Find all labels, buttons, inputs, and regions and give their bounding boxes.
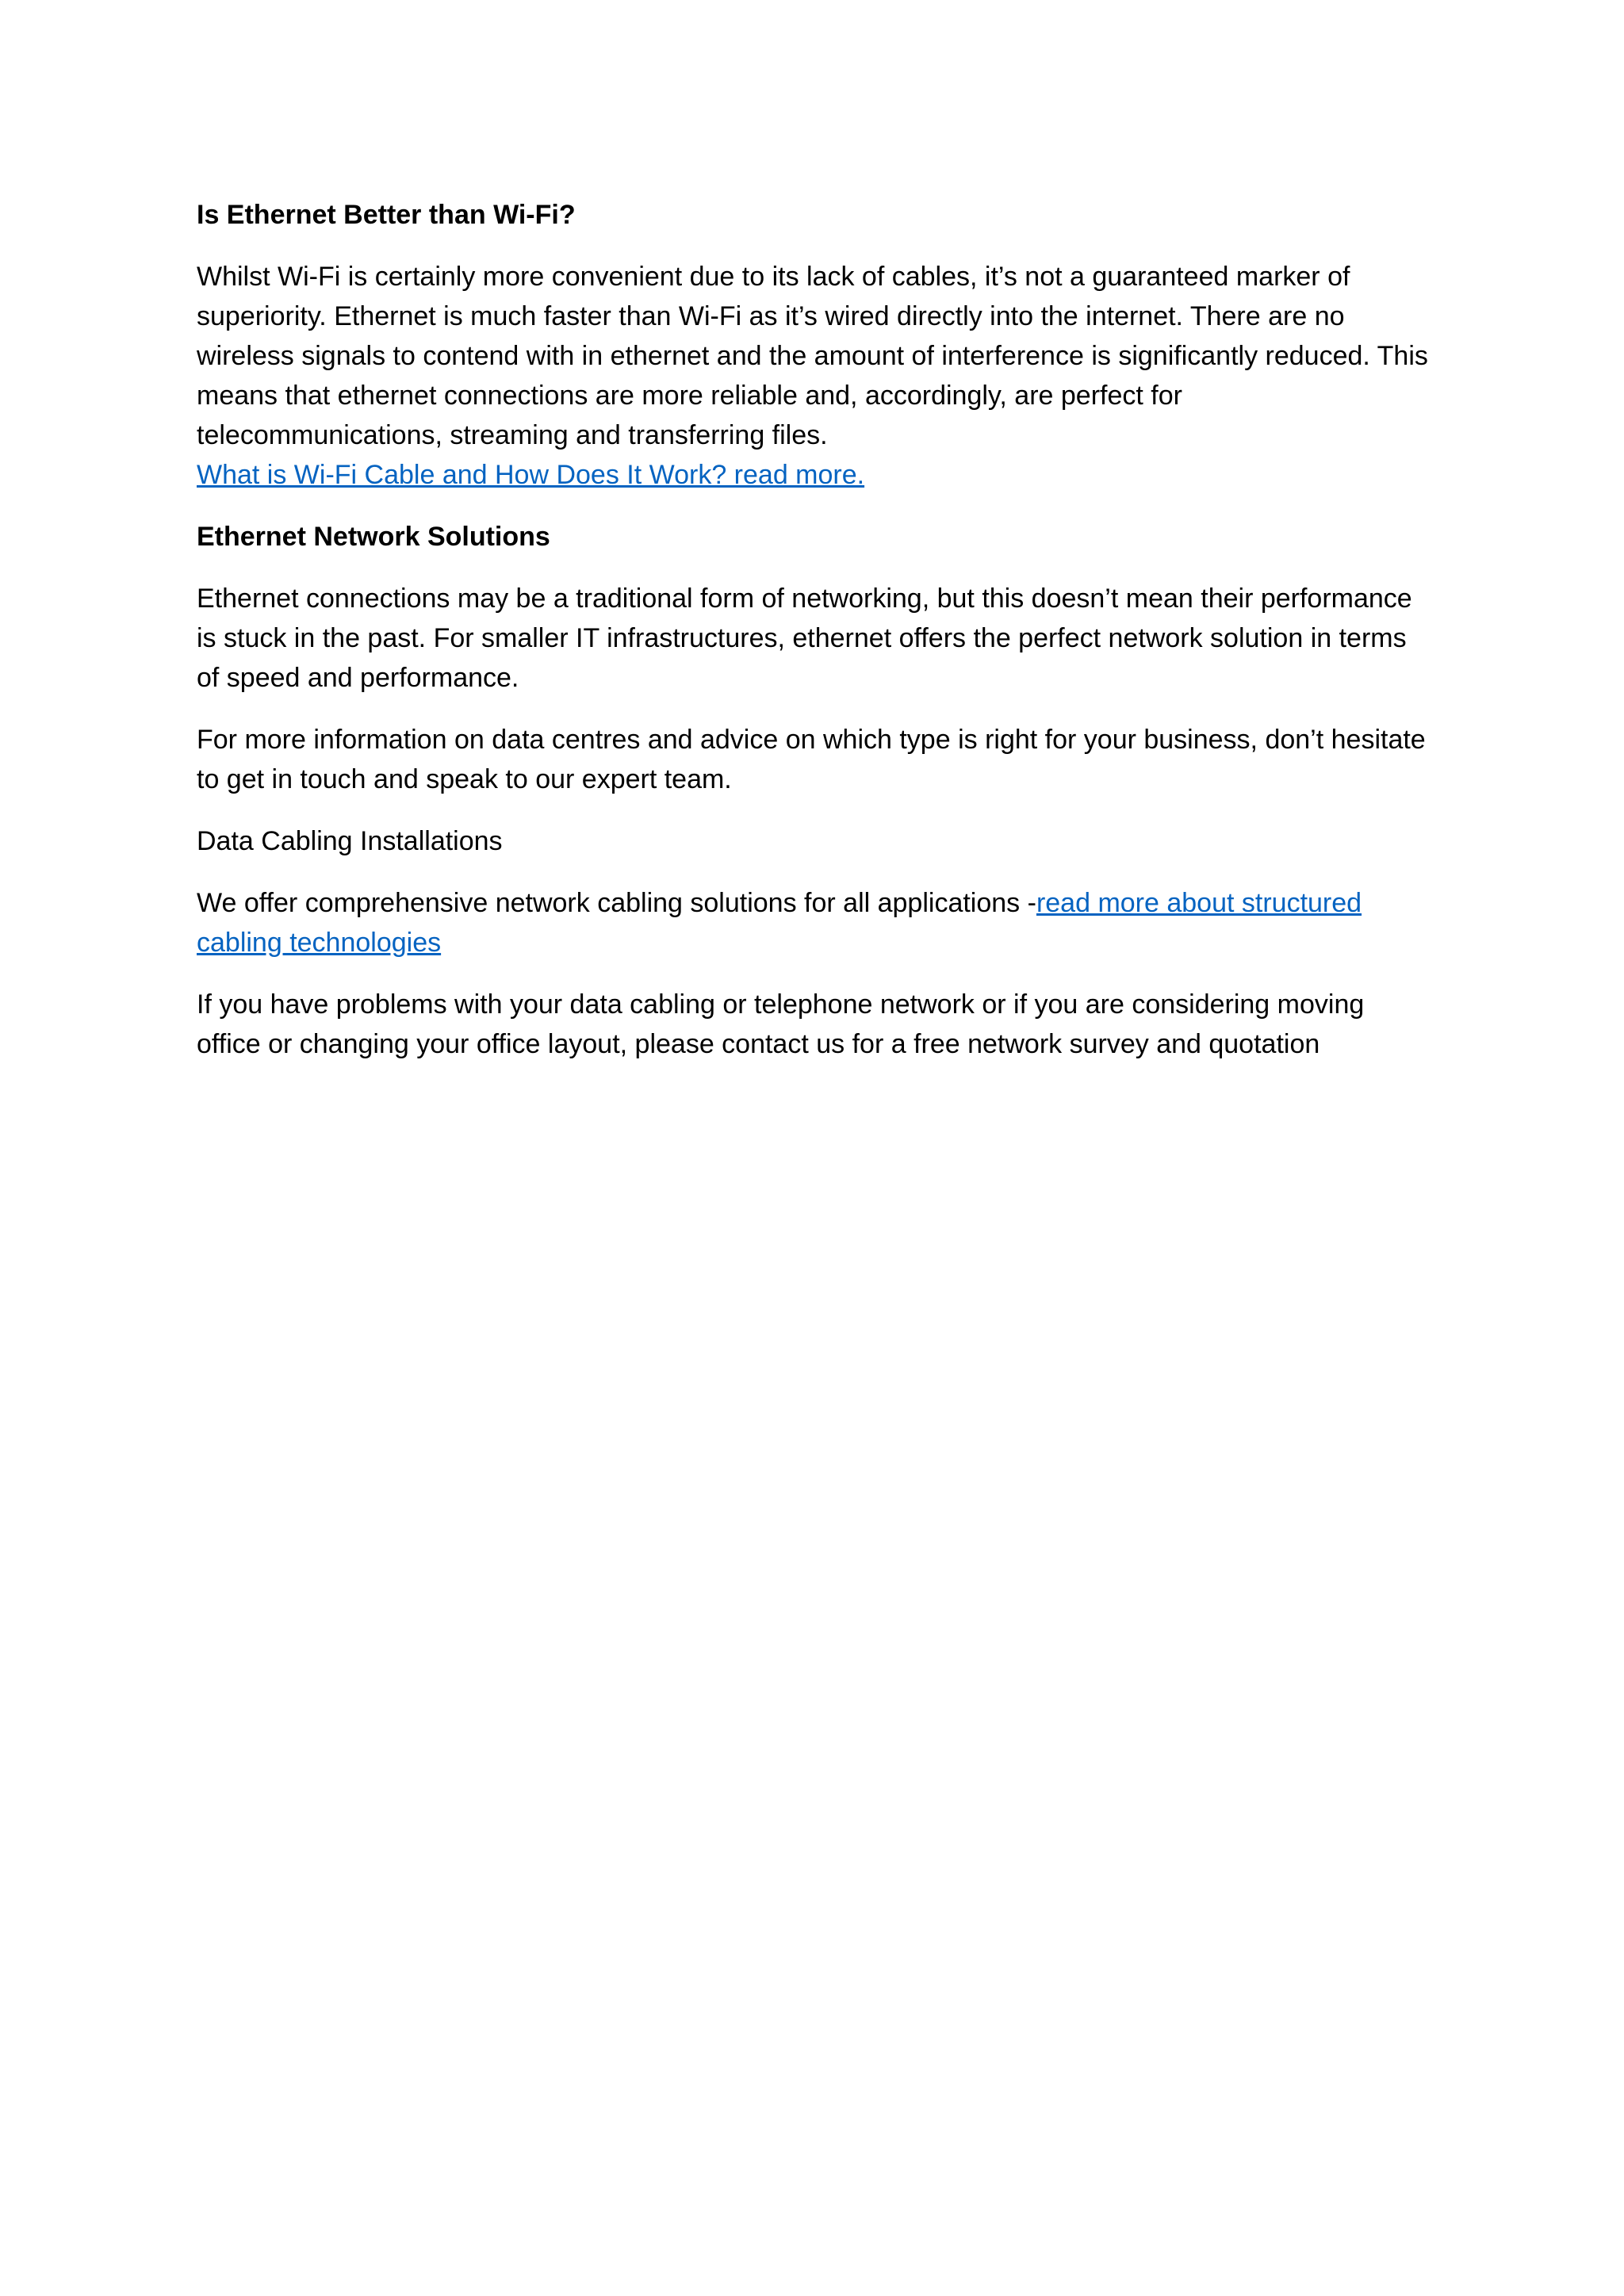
heading-data-cabling-installations: Data Cabling Installations	[197, 826, 503, 856]
heading-ethernet-network-solutions: Ethernet Network Solutions	[197, 522, 550, 552]
document-page	[197, 195, 1434, 1086]
heading-ethernet-vs-wifi: Is Ethernet Better than Wi-Fi?	[197, 200, 576, 230]
paragraph-more-information: For more information on data centres and advice on which type is right for your business, don’t hesitate to get in touch and speak to our expert team.	[197, 725, 1426, 794]
paragraph-ethernet-vs-wifi	[197, 257, 1434, 495]
paragraph-ethernet-vs-wifi-text: Whilst Wi-Fi is certainly more convenient due to its lack of cables, it’s not a guaranteed marker of superiority. Ethernet is much faster than Wi-Fi as it’s wired directly into the internet. There are no wireless signals to contend with in ethernet and the amount of interference is significantly reduced. This means that ethernet connections are more reliable and, accordingly, are perfect for telecommunications, streaming and transferring files.	[197, 262, 1428, 450]
paragraph-network-cabling-solutions	[197, 883, 1434, 962]
paragraph-ethernet-network-solutions: Ethernet connections may be a traditional form of networking, but this doesn’t mean their performance is stuck in the past. For smaller IT infrastructures, ethernet offers the perfect network solution in terms of speed and performance.	[197, 584, 1412, 693]
paragraph-network-cabling-text: We offer comprehensive network cabling solutions for all applications -	[197, 888, 1036, 918]
paragraph-contact-us: If you have problems with your data cabling or telephone network or if you are considering moving office or changing your office layout, please contact us for a free network survey and quotation	[197, 989, 1365, 1059]
structured-cabling-read-more-link[interactable]: read more about structured cabling technologies	[197, 888, 1362, 958]
wifi-cable-read-more-link[interactable]: What is Wi-Fi Cable and How Does It Work? read more.	[197, 460, 865, 490]
